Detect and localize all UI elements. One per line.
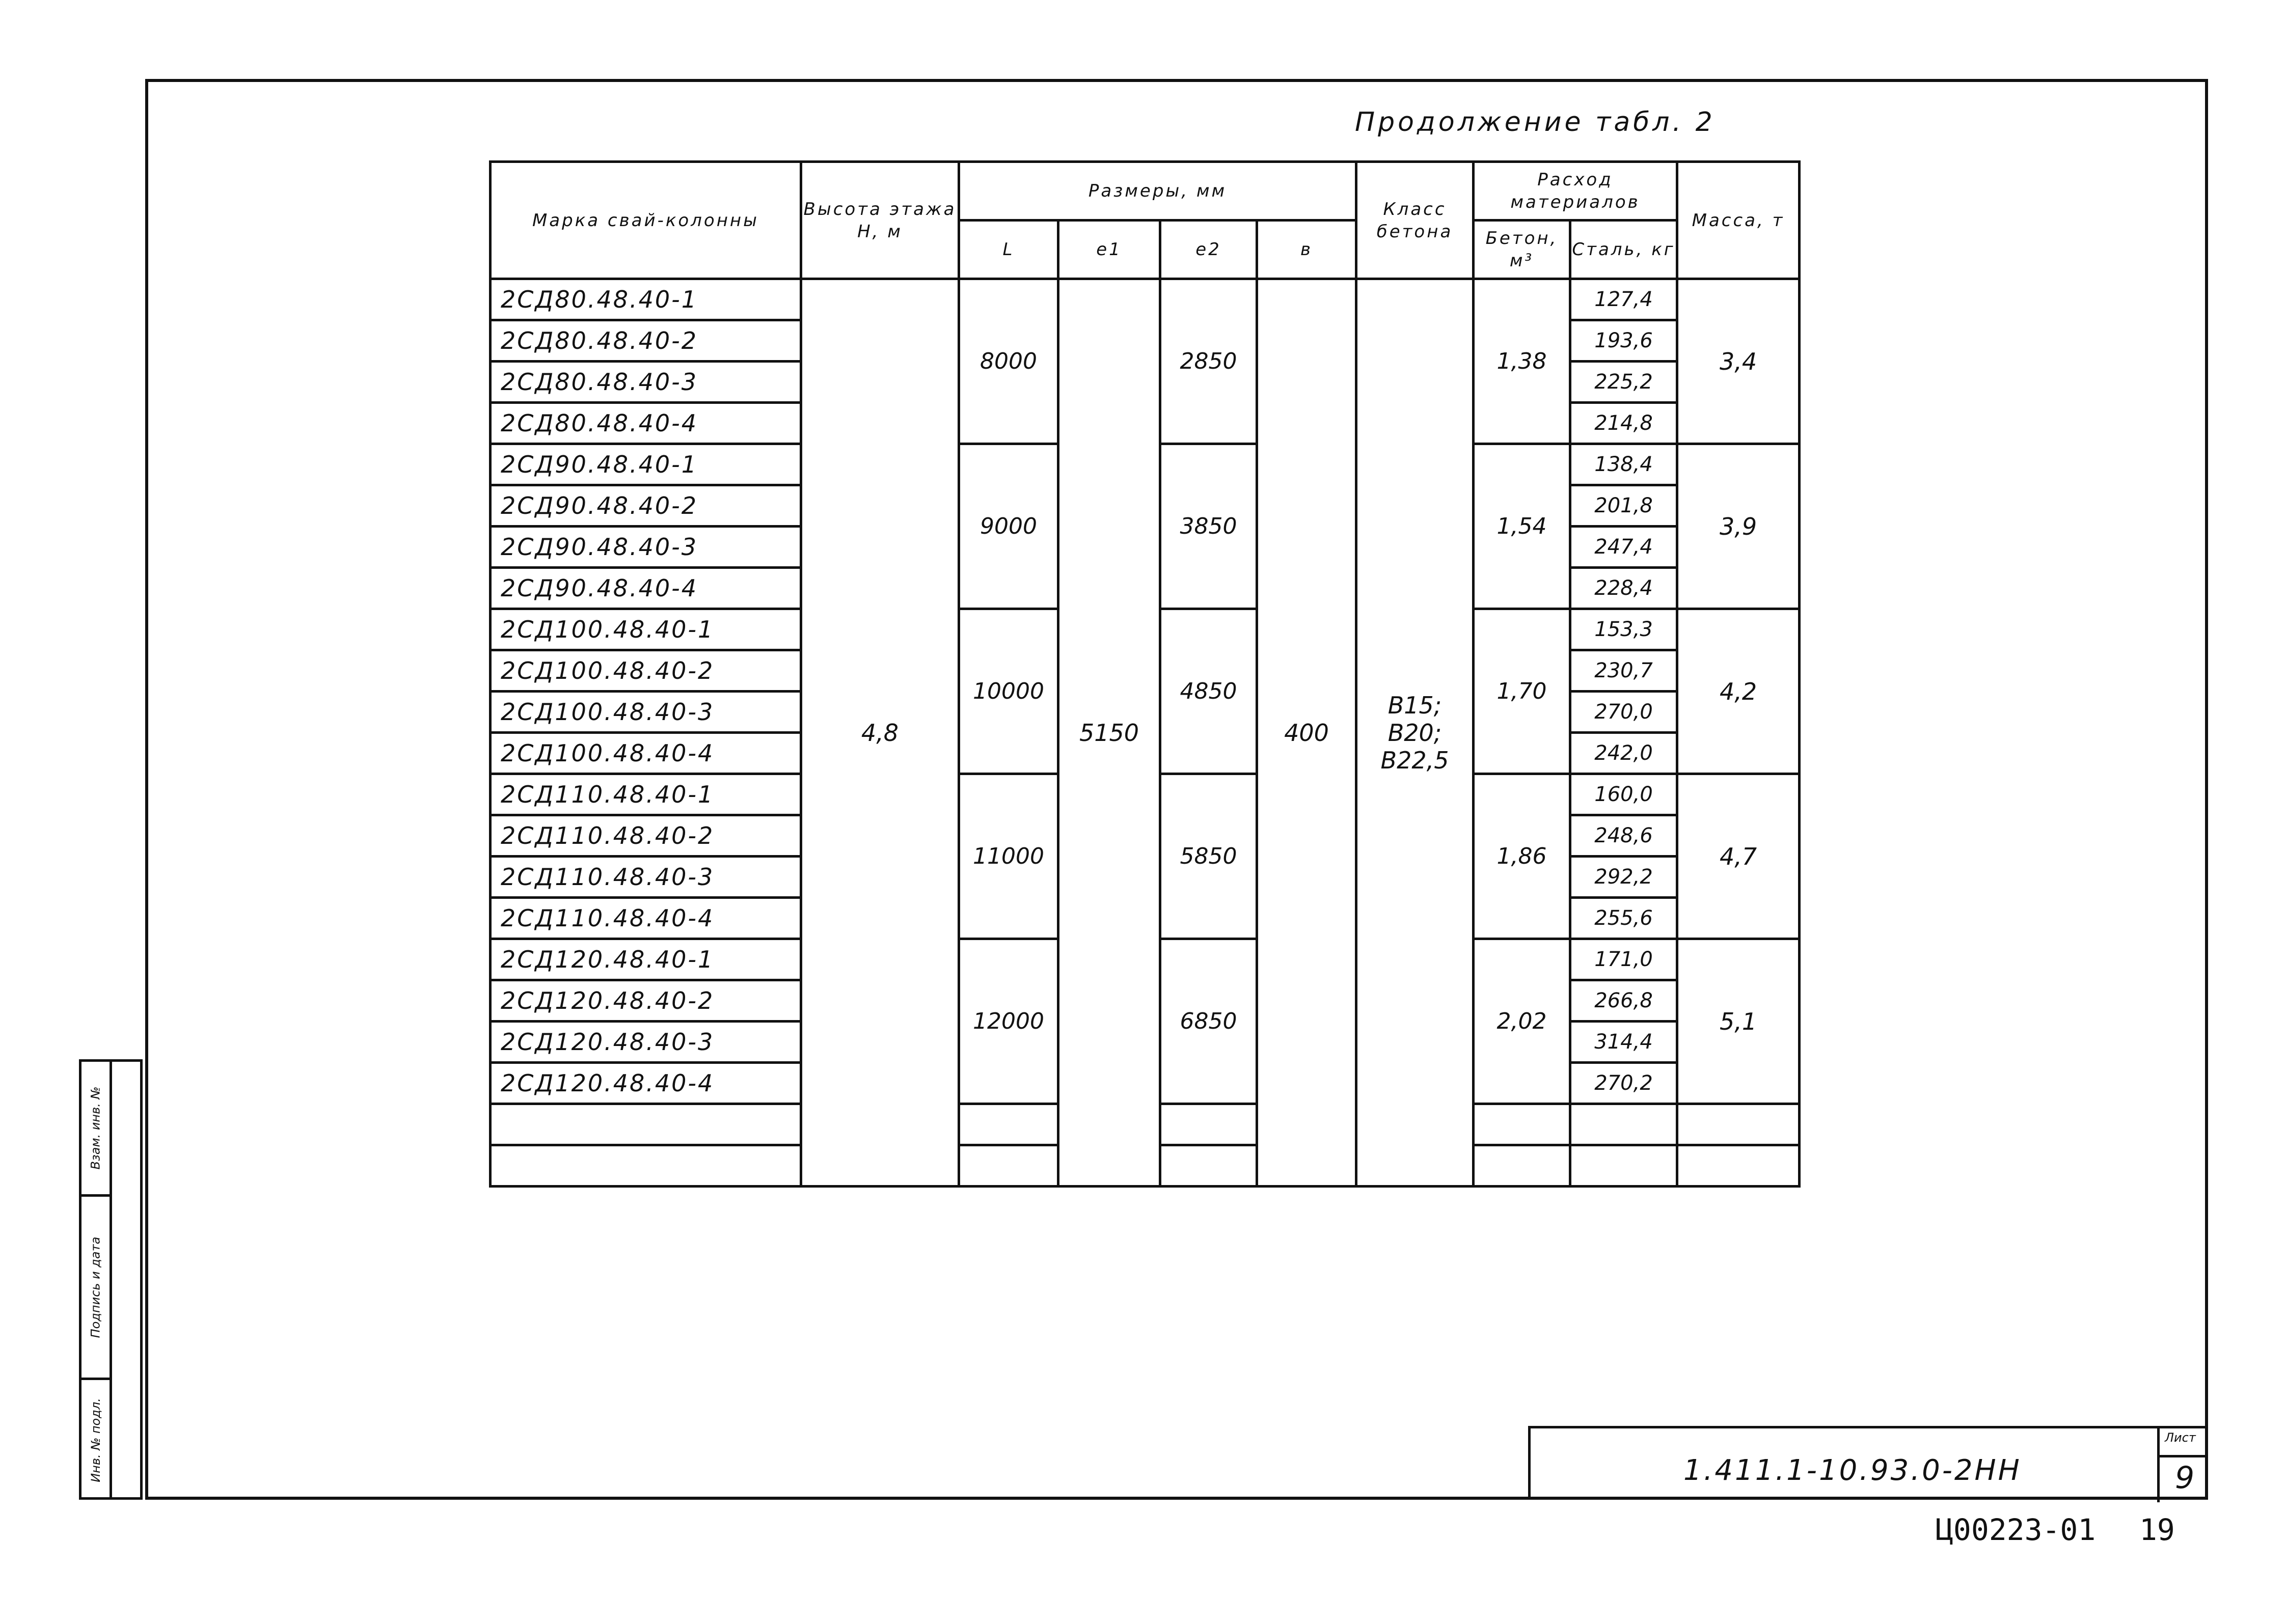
header-height: Высота этажа Н, м — [801, 162, 959, 279]
concrete-class-value: В15; В20; В22,5 — [1356, 279, 1474, 1187]
steel-value: 138,4 — [1570, 444, 1677, 485]
header-steel: Сталь, кг — [1570, 221, 1677, 279]
mass-value: 3,4 — [1677, 279, 1800, 444]
steel-value: 266,8 — [1570, 980, 1677, 1022]
sheet-box — [2157, 1428, 2208, 1502]
mass-value: 3,9 — [1677, 444, 1800, 609]
pile-mark: 2СД120.48.40-3 — [491, 1022, 801, 1063]
steel-value: 314,4 — [1570, 1022, 1677, 1063]
steel-value: 230,7 — [1570, 650, 1677, 692]
steel-value: 193,6 — [1570, 320, 1677, 362]
steel-value: 247,4 — [1570, 527, 1677, 568]
steel-value: 214,8 — [1570, 403, 1677, 444]
pile-mark: 2СД100.48.40-2 — [491, 650, 801, 692]
table-row — [491, 279, 1800, 320]
e1-value: 5150 — [1058, 279, 1160, 1187]
length-value: 8000 — [959, 279, 1058, 444]
e2-value: 2850 — [1160, 279, 1257, 444]
steel-value: 255,6 — [1570, 898, 1677, 939]
e2-value: 3850 — [1160, 444, 1257, 609]
steel-value: 292,2 — [1570, 857, 1677, 898]
header-consumption: Расход материалов — [1474, 162, 1677, 221]
length-value: 9000 — [959, 444, 1058, 609]
steel-value: 270,2 — [1570, 1063, 1677, 1104]
pile-mark: 2СД90.48.40-4 — [491, 568, 801, 609]
left-stamp — [79, 1059, 143, 1500]
b-value: 400 — [1257, 279, 1356, 1187]
piles-table — [489, 160, 1801, 1188]
pile-mark: 2СД80.48.40-4 — [491, 403, 801, 444]
steel-value: 242,0 — [1570, 733, 1677, 774]
mass-value: 4,7 — [1677, 774, 1800, 939]
stamp-inv-replace: Взам. инв. № — [88, 1086, 103, 1170]
header-dimensions: Размеры, мм — [959, 162, 1356, 221]
e2-value: 6850 — [1160, 939, 1257, 1104]
pile-mark: 2СД110.48.40-4 — [491, 898, 801, 939]
mass-value: 4,2 — [1677, 609, 1800, 774]
header-concrete-volume: Бетон, м³ — [1474, 221, 1570, 279]
e2-value: 4850 — [1160, 609, 1257, 774]
steel-value: 171,0 — [1570, 939, 1677, 980]
header-mass: Масса, т — [1677, 162, 1800, 279]
sheet-label: Лист — [2165, 1430, 2196, 1445]
pile-mark: 2СД120.48.40-2 — [491, 980, 801, 1022]
sheet-number: 9 — [2175, 1460, 2195, 1496]
steel-value: 225,2 — [1570, 362, 1677, 403]
steel-value: 153,3 — [1570, 609, 1677, 650]
steel-value: 201,8 — [1570, 485, 1677, 527]
pile-mark: 2СД80.48.40-2 — [491, 320, 801, 362]
steel-value: 270,0 — [1570, 692, 1677, 733]
pile-mark: 2СД120.48.40-4 — [491, 1063, 801, 1104]
concrete-volume-value: 1,70 — [1474, 609, 1570, 774]
stamp-inv-orig: Инв. № подл. — [81, 1378, 110, 1500]
pile-mark: 2СД110.48.40-1 — [491, 774, 801, 815]
pile-mark: 2СД100.48.40-4 — [491, 733, 801, 774]
header-e1: e1 — [1058, 221, 1160, 279]
pile-mark: 2СД100.48.40-3 — [491, 692, 801, 733]
floor-height-value: 4,8 — [801, 279, 959, 1187]
title-block — [1528, 1426, 2208, 1500]
pile-mark: 2СД80.48.40-3 — [491, 362, 801, 403]
concrete-volume-value: 1,38 — [1474, 279, 1570, 444]
header-l: L — [959, 221, 1058, 279]
pile-mark: 2СД110.48.40-2 — [491, 815, 801, 857]
concrete-volume-value: 2,02 — [1474, 939, 1570, 1104]
stamp-sign-date: Подпись и дата — [81, 1194, 110, 1378]
header-concrete-class: Класс бетона — [1356, 162, 1474, 279]
archive-code: Ц00223-01 — [1936, 1512, 2096, 1547]
header-e2: e2 — [1160, 221, 1257, 279]
length-value: 11000 — [959, 774, 1058, 939]
pile-mark: 2СД90.48.40-2 — [491, 485, 801, 527]
concrete-volume-value: 1,86 — [1474, 774, 1570, 939]
document-code: 1.411.1-10.93.0-2НН — [1683, 1454, 2022, 1487]
steel-value: 160,0 — [1570, 774, 1677, 815]
header-mark: Марка свай-колонны — [491, 162, 801, 279]
steel-value: 127,4 — [1570, 279, 1677, 320]
steel-value: 228,4 — [1570, 568, 1677, 609]
length-value: 10000 — [959, 609, 1058, 774]
pile-mark: 2СД120.48.40-1 — [491, 939, 801, 980]
e2-value: 5850 — [1160, 774, 1257, 939]
pile-mark: 2СД90.48.40-1 — [491, 444, 801, 485]
steel-value: 248,6 — [1570, 815, 1677, 857]
header-b: в — [1257, 221, 1356, 279]
pile-mark: 2СД80.48.40-1 — [491, 279, 801, 320]
table-caption: Продолжение табл. 2 — [1355, 107, 1716, 137]
length-value: 12000 — [959, 939, 1058, 1104]
pile-mark: 2СД90.48.40-3 — [491, 527, 801, 568]
mass-value: 5,1 — [1677, 939, 1800, 1104]
pile-mark: 2СД100.48.40-1 — [491, 609, 801, 650]
pile-mark: 2СД110.48.40-3 — [491, 857, 801, 898]
concrete-volume-value: 1,54 — [1474, 444, 1570, 609]
page-number: 19 — [2139, 1512, 2175, 1547]
